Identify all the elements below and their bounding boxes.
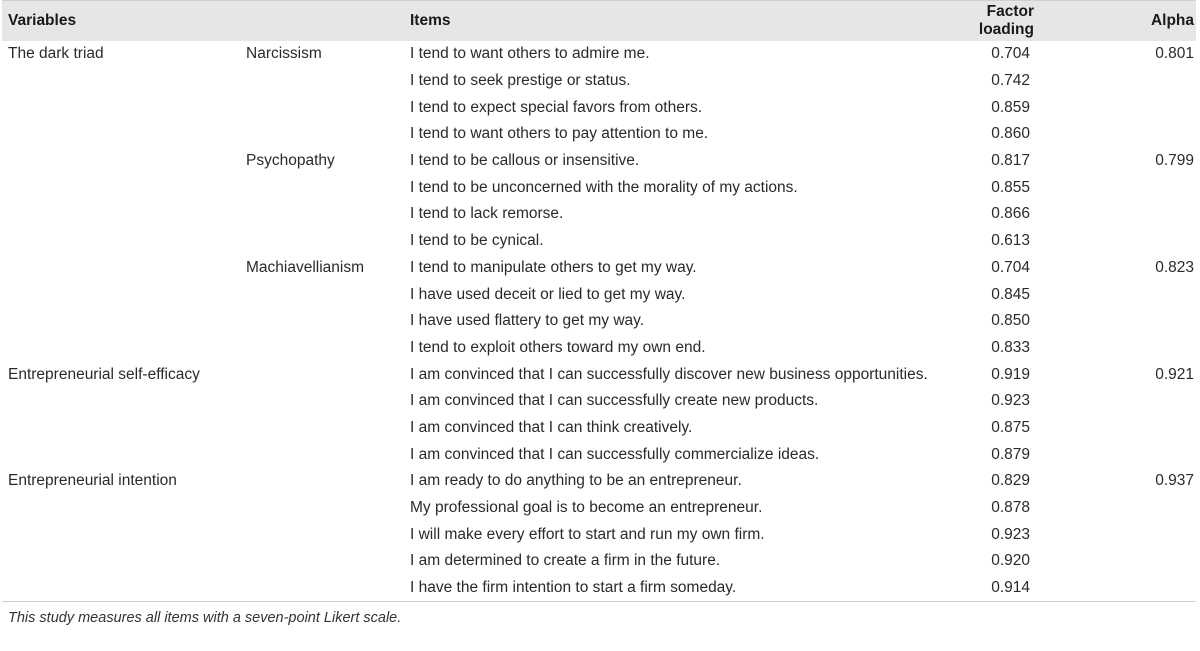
table-body xyxy=(2,41,1196,602)
header-factor-loading: Factor loading xyxy=(964,1,1126,42)
cell-item: I tend to be cynical. xyxy=(410,232,544,250)
cell-alpha xyxy=(1126,228,1196,255)
cell-alpha xyxy=(1126,68,1196,95)
cell-factor-loading: 0.920 xyxy=(991,552,1030,570)
table-row xyxy=(2,148,1196,175)
cell-alpha xyxy=(1126,548,1196,575)
table-row xyxy=(2,281,1196,308)
cell-subvariable xyxy=(240,415,404,442)
cell-variable xyxy=(2,174,240,201)
cell-variable: The dark triad xyxy=(8,45,104,63)
table-row xyxy=(2,68,1196,95)
cell-subvariable xyxy=(240,94,404,121)
cell-factor-loading: 0.817 xyxy=(991,152,1030,170)
cell-factor-loading: 0.613 xyxy=(991,232,1030,250)
cell-subvariable xyxy=(240,68,404,95)
cell-factor-loading: 0.704 xyxy=(991,258,1030,276)
cell-variable xyxy=(2,281,240,308)
header-alpha: Alpha xyxy=(1126,1,1196,42)
cell-factor-loading: 0.742 xyxy=(991,72,1030,90)
cell-variable xyxy=(2,201,240,228)
cell-variable xyxy=(2,441,240,468)
cell-subvariable: Psychopathy xyxy=(246,152,335,170)
cell-subvariable xyxy=(240,308,404,335)
cell-factor-loading: 0.919 xyxy=(991,365,1030,383)
header-subvariable xyxy=(240,1,404,42)
cell-variable: Entrepreneurial intention xyxy=(8,472,177,490)
cell-subvariable xyxy=(240,121,404,148)
cell-alpha xyxy=(1126,121,1196,148)
cell-alpha xyxy=(1126,335,1196,362)
cell-factor-loading: 0.923 xyxy=(991,392,1030,410)
table-header-row xyxy=(2,1,1196,42)
table-footnote: This study measures all items with a seven-point Likert scale. xyxy=(8,610,402,627)
cell-alpha: 0.937 xyxy=(1155,472,1194,490)
cell-factor-loading: 0.923 xyxy=(991,525,1030,543)
cell-factor-loading: 0.829 xyxy=(991,472,1030,490)
table-row xyxy=(2,228,1196,255)
cell-factor-loading: 0.704 xyxy=(991,45,1030,63)
cell-factor-loading: 0.855 xyxy=(991,178,1030,196)
cell-item: I am convinced that I can successfully create new products. xyxy=(410,392,819,410)
cell-factor-loading: 0.878 xyxy=(991,499,1030,517)
cell-variable xyxy=(2,521,240,548)
cell-factor-loading: 0.914 xyxy=(964,575,1126,602)
cell-subvariable: Machiavellianism xyxy=(246,258,365,276)
cell-subvariable: Narcissism xyxy=(246,45,322,63)
cell-item: I tend to be unconcerned with the morality of my actions. xyxy=(410,178,798,196)
cell-subvariable xyxy=(240,495,404,522)
cell-variable: Entrepreneurial self-efficacy xyxy=(8,365,200,383)
cell-item: I am convinced that I can successfully discover new business opportunities. xyxy=(410,365,928,383)
table-row xyxy=(2,441,1196,468)
cell-subvariable xyxy=(240,468,404,495)
measurement-table xyxy=(2,0,1196,602)
cell-variable xyxy=(2,415,240,442)
cell-item: I tend to want others to pay attention to me. xyxy=(410,125,709,143)
cell-alpha xyxy=(1126,521,1196,548)
cell-variable xyxy=(2,308,240,335)
table-row xyxy=(2,201,1196,228)
table-row xyxy=(2,575,1196,602)
cell-item: I will make every effort to start and run my own firm. xyxy=(410,525,765,543)
cell-factor-loading: 0.833 xyxy=(991,338,1030,356)
cell-alpha xyxy=(1126,575,1196,602)
cell-item: I have the firm intention to start a firm someday. xyxy=(404,575,964,602)
cell-subvariable xyxy=(240,441,404,468)
measurement-table-container xyxy=(2,0,1196,626)
cell-subvariable xyxy=(240,201,404,228)
cell-variable xyxy=(2,388,240,415)
cell-alpha xyxy=(1126,495,1196,522)
cell-item: I tend to seek prestige or status. xyxy=(410,72,631,90)
cell-subvariable xyxy=(240,388,404,415)
table-row xyxy=(2,308,1196,335)
cell-subvariable xyxy=(240,361,404,388)
cell-item: I tend to expect special favors from others. xyxy=(410,98,703,116)
header-items: Items xyxy=(404,1,964,42)
cell-variable xyxy=(2,228,240,255)
cell-factor-loading: 0.850 xyxy=(991,312,1030,330)
table-row xyxy=(2,255,1196,282)
table-row xyxy=(2,94,1196,121)
cell-item: I tend to exploit others toward my own end. xyxy=(410,338,706,356)
table-row xyxy=(2,388,1196,415)
cell-alpha xyxy=(1126,94,1196,121)
cell-variable xyxy=(2,68,240,95)
cell-item: I am convinced that I can successfully commercialize ideas. xyxy=(410,445,820,463)
cell-factor-loading: 0.859 xyxy=(991,98,1030,116)
cell-item: I am determined to create a firm in the future. xyxy=(410,552,721,570)
cell-alpha xyxy=(1126,388,1196,415)
cell-alpha: 0.921 xyxy=(1155,365,1194,383)
cell-variable xyxy=(2,121,240,148)
cell-item: I am convinced that I can think creatively. xyxy=(410,418,693,436)
table-row xyxy=(2,495,1196,522)
cell-item: My professional goal is to become an entrepreneur. xyxy=(410,499,763,517)
header-variables: Variables xyxy=(2,1,240,42)
cell-variable xyxy=(2,495,240,522)
cell-factor-loading: 0.860 xyxy=(991,125,1030,143)
cell-item: I tend to lack remorse. xyxy=(410,205,564,223)
cell-alpha xyxy=(1126,174,1196,201)
cell-alpha xyxy=(1126,415,1196,442)
cell-factor-loading: 0.879 xyxy=(991,445,1030,463)
cell-subvariable xyxy=(240,228,404,255)
cell-alpha xyxy=(1126,281,1196,308)
cell-variable xyxy=(2,255,240,282)
cell-subvariable xyxy=(240,174,404,201)
cell-alpha: 0.823 xyxy=(1155,258,1194,276)
cell-variable xyxy=(2,548,240,575)
cell-subvariable xyxy=(240,548,404,575)
cell-variable xyxy=(2,335,240,362)
table-row xyxy=(2,174,1196,201)
cell-subvariable xyxy=(240,575,404,602)
cell-item: I have used deceit or lied to get my way. xyxy=(410,285,686,303)
table-row xyxy=(2,335,1196,362)
cell-alpha xyxy=(1126,201,1196,228)
cell-item: I am ready to do anything to be an entrepreneur. xyxy=(410,472,742,490)
cell-subvariable xyxy=(240,521,404,548)
table-row xyxy=(2,121,1196,148)
cell-alpha: 0.799 xyxy=(1155,152,1194,170)
cell-variable xyxy=(2,94,240,121)
cell-factor-loading: 0.845 xyxy=(991,285,1030,303)
cell-variable xyxy=(2,148,240,175)
cell-alpha xyxy=(1126,308,1196,335)
cell-subvariable xyxy=(240,281,404,308)
cell-variable xyxy=(2,575,240,602)
table-row xyxy=(2,521,1196,548)
table-row xyxy=(2,41,1196,68)
cell-factor-loading: 0.875 xyxy=(991,418,1030,436)
cell-item: I have used flattery to get my way. xyxy=(410,312,645,330)
cell-item: I tend to want others to admire me. xyxy=(410,45,650,63)
cell-item: I tend to be callous or insensitive. xyxy=(410,152,640,170)
cell-alpha xyxy=(1126,441,1196,468)
table-row xyxy=(2,548,1196,575)
cell-factor-loading: 0.866 xyxy=(991,205,1030,223)
cell-item: I tend to manipulate others to get my way. xyxy=(410,258,697,276)
table-row xyxy=(2,468,1196,495)
table-row xyxy=(2,415,1196,442)
cell-alpha: 0.801 xyxy=(1155,45,1194,63)
table-row xyxy=(2,361,1196,388)
cell-subvariable xyxy=(240,335,404,362)
